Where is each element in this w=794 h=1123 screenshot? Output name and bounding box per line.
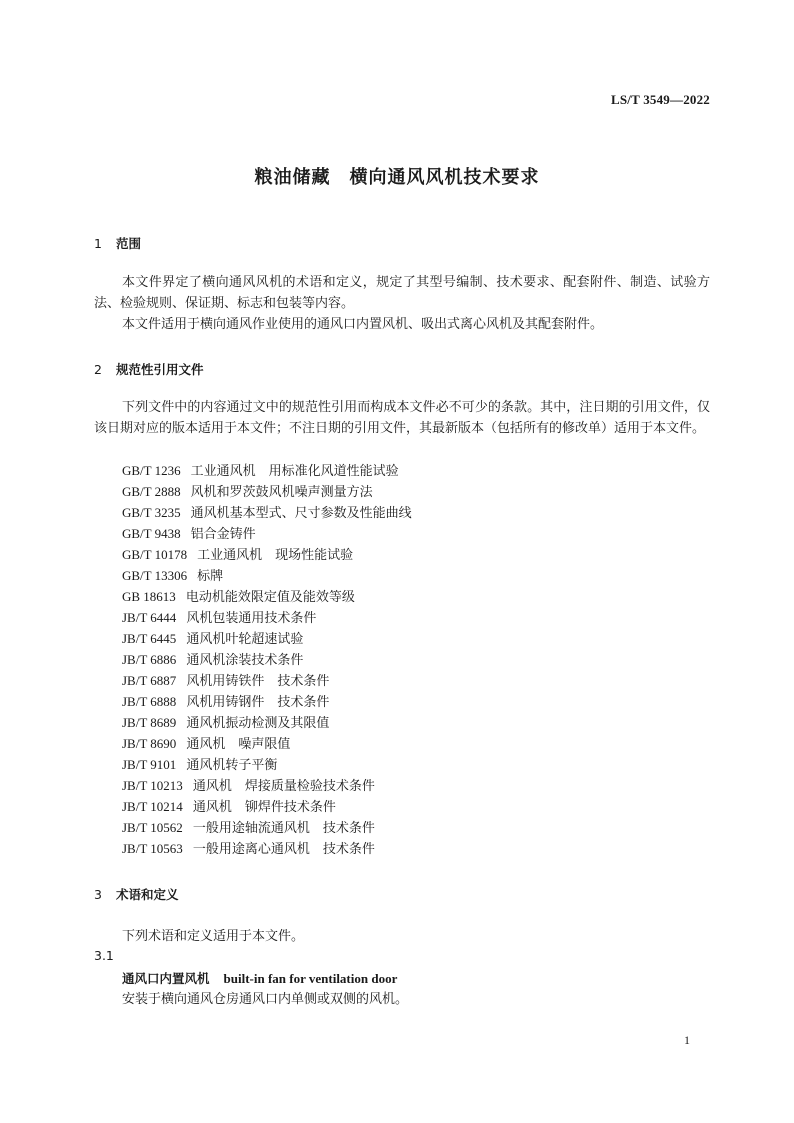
reference-item (122, 733, 412, 754)
reference-item (122, 481, 412, 502)
reference-item (122, 502, 412, 523)
reference-item (122, 523, 412, 544)
reference-code: JB/T 10562 (122, 820, 183, 835)
reference-item (122, 838, 412, 859)
reference-item (122, 544, 412, 565)
reference-title: 通风机转子平衡 (186, 758, 278, 773)
reference-item (122, 670, 412, 691)
term-definition: 安装于横向通风仓房通风口内单侧或双侧的风机。 (122, 992, 409, 1007)
reference-code: JB/T 6888 (122, 694, 177, 709)
reference-code: JB/T 9101 (122, 757, 177, 772)
section-title: 规范性引用文件 (116, 362, 204, 377)
section-title: 范围 (116, 236, 142, 251)
reference-item (122, 817, 412, 838)
reference-code: JB/T 10213 (122, 778, 183, 793)
reference-title: 一般用途离心通风机 技术条件 (192, 842, 375, 857)
reference-list (122, 460, 412, 859)
reference-title: 风机和罗茨鼓风机噪声测量方法 (190, 485, 373, 500)
reference-item (122, 691, 412, 712)
reference-code: GB 18613 (122, 589, 176, 604)
reference-code: GB/T 2888 (122, 484, 181, 499)
reference-title: 风机包装通用技术条件 (186, 611, 317, 626)
reference-title: 工业通风机 用标准化风道性能试验 (190, 464, 399, 479)
scope-paragraph-1: 本文件界定了横向通风风机的术语和定义，规定了其型号编制、技术要求、配套附件、制造、试验方法、检验规则、保证期、标志和包装等内容。 (94, 275, 710, 311)
reference-title: 通风机基本型式、尺寸参数及性能曲线 (190, 506, 412, 521)
scope-paragraph-2: 本文件适用于横向通风作业使用的通风口内置风机、吸出式离心风机及其配套附件。 (122, 317, 604, 332)
reference-item (122, 754, 412, 775)
reference-item (122, 565, 412, 586)
term-english: built-in fan for ventilation door (223, 971, 398, 986)
term-chinese: 通风口内置风机 (122, 971, 210, 986)
reference-code: GB/T 9438 (122, 526, 181, 541)
reference-code: GB/T 3235 (122, 505, 181, 520)
reference-code: GB/T 10178 (122, 547, 188, 562)
reference-title: 风机用铸铁件 技术条件 (186, 674, 330, 689)
reference-item (122, 607, 412, 628)
reference-title: 电动机能效限定值及能效等级 (185, 590, 355, 605)
reference-title: 通风机 焊接质量检验技术条件 (192, 779, 375, 794)
reference-title: 通风机叶轮超速试验 (186, 632, 304, 647)
reference-title: 通风机 铆焊件技术条件 (192, 800, 336, 815)
reference-item (122, 712, 412, 733)
reference-title: 通风机涂装技术条件 (186, 653, 304, 668)
section-3-heading (94, 885, 179, 903)
section-number: 1 (94, 236, 102, 251)
page-number: 1 (684, 1033, 690, 1047)
reference-code: JB/T 10214 (122, 799, 183, 814)
reference-code: GB/T 1236 (122, 463, 181, 478)
reference-code: JB/T 6444 (122, 610, 177, 625)
reference-title: 风机用铸钢件 技术条件 (186, 695, 330, 710)
reference-title: 工业通风机 现场性能试验 (197, 548, 354, 563)
section-number: 3 (94, 887, 102, 902)
terms-intro: 下列术语和定义适用于本文件。 (122, 929, 305, 944)
document-title: 粮油储藏 横向通风风机技术要求 (254, 167, 540, 188)
reference-title: 铝合金铸件 (190, 527, 256, 542)
reference-title: 通风机振动检测及其限值 (186, 716, 330, 731)
reference-code: JB/T 8690 (122, 736, 177, 751)
section-2-heading (94, 360, 204, 378)
term-heading (122, 969, 397, 987)
reference-item (122, 775, 412, 796)
reference-item (122, 628, 412, 649)
section-1-heading (94, 234, 141, 252)
reference-code: JB/T 8689 (122, 715, 177, 730)
reference-code: GB/T 13306 (122, 568, 188, 583)
reference-code: JB/T 6886 (122, 652, 177, 667)
reference-code: JB/T 6887 (122, 673, 177, 688)
reference-code: JB/T 6445 (122, 631, 177, 646)
reference-item (122, 649, 412, 670)
reference-item (122, 586, 412, 607)
normative-intro: 下列文件中的内容通过文中的规范性引用而构成本文件必不可少的条款。其中，注日期的引用文件，仅该日期对应的版本适用于本文件；不注日期的引用文件，其最新版本（包括所有的修改单）适用于本文件。 (94, 400, 710, 436)
reference-item (122, 460, 412, 481)
term-number: 3.1 (94, 948, 114, 963)
reference-title: 一般用途轴流通风机 技术条件 (192, 821, 375, 836)
reference-item (122, 796, 412, 817)
standard-code: LS/T 3549—2022 (611, 92, 710, 107)
reference-code: JB/T 10563 (122, 841, 183, 856)
section-title: 术语和定义 (116, 887, 179, 902)
reference-title: 通风机 噪声限值 (186, 737, 291, 752)
section-number: 2 (94, 362, 102, 377)
reference-title: 标牌 (197, 569, 224, 584)
